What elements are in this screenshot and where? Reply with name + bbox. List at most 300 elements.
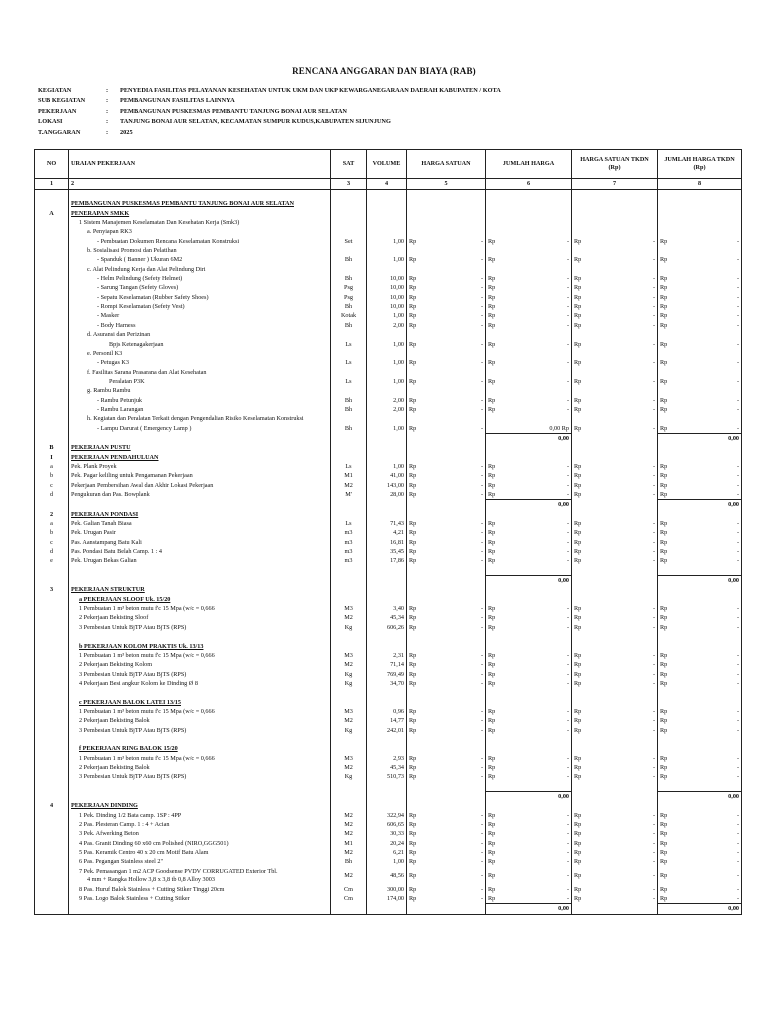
cell-jh xyxy=(486,349,572,358)
cell-hs-tkdn xyxy=(572,538,658,547)
cell-vol xyxy=(367,792,407,802)
amount-value: - xyxy=(736,707,739,715)
cell-no xyxy=(35,632,69,641)
table-row xyxy=(35,462,742,471)
cell-harga-satuan xyxy=(407,763,486,772)
amount-value: - xyxy=(736,472,739,480)
currency-label: Rp xyxy=(409,661,417,669)
table-row xyxy=(35,293,742,302)
cell-no xyxy=(35,227,69,236)
cell-vol: 10,00 xyxy=(367,293,407,302)
cell-uraian: - Rambu Larangan xyxy=(69,405,331,414)
cell-uraian: Pek. Urugan Pasir xyxy=(69,528,331,537)
cell-sat xyxy=(331,349,367,358)
cell-uraian: - Body Harness xyxy=(69,321,331,330)
cell-sat: Bh xyxy=(331,302,367,311)
cell-no xyxy=(35,894,69,904)
cell-uraian xyxy=(69,782,331,792)
cell-sat: M2 xyxy=(331,811,367,820)
cell-no xyxy=(35,820,69,829)
currency-label: Rp xyxy=(488,623,496,631)
amount-value: - xyxy=(480,763,483,771)
cell-vol xyxy=(367,688,407,697)
cell-sat: M2 xyxy=(331,763,367,772)
cell-vol: 30,33 xyxy=(367,829,407,838)
blank-row xyxy=(35,566,742,576)
cell-uraian: 1 Pembuatan 1 m³ beton mutu f'c 15 Mpa (w/c = 0,666 xyxy=(69,651,331,660)
cell-sat xyxy=(331,904,367,914)
currency-label: Rp xyxy=(488,237,496,245)
cell-no xyxy=(35,904,69,914)
amount-value: - xyxy=(566,605,569,613)
cell-jh xyxy=(486,227,572,236)
amount-value: - xyxy=(566,359,569,367)
cell-hs-tkdn xyxy=(572,302,658,311)
table-row xyxy=(35,839,742,848)
cell-harga-satuan xyxy=(407,660,486,669)
currency-label: Rp xyxy=(409,858,417,866)
cell-no xyxy=(35,670,69,679)
cell-jh-tkdn xyxy=(658,462,742,471)
table-row xyxy=(35,857,742,866)
cell-uraian: 3 Pembesian Untuk BjTP Atau BjTS (RPS) xyxy=(69,623,331,632)
cell-jumlah-harga xyxy=(486,623,572,632)
currency-label: Rp xyxy=(574,359,582,367)
amount-value: - xyxy=(480,359,483,367)
cell-vol xyxy=(367,218,407,227)
cell-harga-satuan xyxy=(407,377,486,386)
amount-value: - xyxy=(566,312,569,320)
currency-label: Rp xyxy=(409,849,417,857)
currency-label: Rp xyxy=(409,707,417,715)
amount-value: - xyxy=(736,256,739,264)
amount-value: - xyxy=(480,321,483,329)
cell-no xyxy=(35,274,69,283)
amount-value: - xyxy=(652,405,655,413)
cell-jumlah-harga xyxy=(486,528,572,537)
cell-sat: Kg xyxy=(331,772,367,781)
cell-jht xyxy=(658,595,742,604)
cell-harga-satuan xyxy=(407,547,486,556)
currency-label: Rp xyxy=(660,321,668,329)
cell-jh-tkdn xyxy=(658,894,742,904)
currency-label: Rp xyxy=(488,821,496,829)
cell-jumlah-harga xyxy=(486,660,572,669)
cell-jht xyxy=(658,735,742,744)
cell-jumlah-harga xyxy=(486,763,572,772)
cell-jh xyxy=(486,199,572,208)
currency-label: Rp xyxy=(660,707,668,715)
col-uraian: URAIAN PEKERJAAN xyxy=(69,150,331,179)
cell-jh-tkdn xyxy=(658,848,742,857)
currency-label: Rp xyxy=(574,340,582,348)
amount-value: - xyxy=(736,529,739,537)
cell-uraian: b PEKERJAAN KOLOM PRAKTIS Uk. 13/13 xyxy=(69,642,331,651)
cell-no xyxy=(35,340,69,349)
cell-harga-satuan xyxy=(407,556,486,565)
cell-hst xyxy=(572,595,658,604)
cell-hs-tkdn xyxy=(572,613,658,622)
cell-sat xyxy=(331,510,367,519)
cell-no xyxy=(35,265,69,274)
cell-jumlah-harga xyxy=(486,490,572,500)
cell-sat xyxy=(331,735,367,744)
currency-label: Rp xyxy=(409,472,417,480)
table-row xyxy=(35,519,742,528)
cell-hs-tkdn xyxy=(572,772,658,781)
cell-jht xyxy=(658,349,742,358)
cell-sat: M2 xyxy=(331,848,367,857)
cell-jht xyxy=(658,698,742,707)
cell-uraian: Pengukuran dan Pas. Bowplank xyxy=(69,490,331,500)
cell-vol xyxy=(367,246,407,255)
currency-label: Rp xyxy=(409,557,417,565)
cell-sat: M2 xyxy=(331,660,367,669)
currency-label: Rp xyxy=(660,858,668,866)
cell-jumlah-harga xyxy=(486,726,572,735)
cell-sat: Bh xyxy=(331,255,367,264)
table-row xyxy=(35,726,742,735)
currency-label: Rp xyxy=(660,830,668,838)
cell-hst xyxy=(572,443,658,452)
meta-label: PEKERJAAN xyxy=(38,107,77,115)
col-num-8: 8 xyxy=(658,179,742,190)
currency-label: Rp xyxy=(660,726,668,734)
cell-hs-tkdn xyxy=(572,547,658,556)
cell-hs-tkdn xyxy=(572,623,658,632)
cell-harga-satuan xyxy=(407,274,486,283)
cell-jh-tkdn xyxy=(658,547,742,556)
cell-hs xyxy=(407,414,486,423)
currency-label: Rp xyxy=(488,670,496,678)
cell-sat: M2 xyxy=(331,481,367,490)
cell-no xyxy=(35,782,69,792)
cell-hs xyxy=(407,199,486,208)
amount-value: - xyxy=(566,538,569,546)
currency-label: Rp xyxy=(574,821,582,829)
cell-hs xyxy=(407,349,486,358)
cell-uraian: Pek. Galian Tanah Biasa xyxy=(69,519,331,528)
table-row xyxy=(35,547,742,556)
amount-value: - xyxy=(736,839,739,847)
rab-table xyxy=(34,149,742,915)
cell-no xyxy=(35,311,69,320)
cell-jumlah-harga xyxy=(486,613,572,622)
currency-label: Rp xyxy=(488,303,496,311)
cell-hs-tkdn xyxy=(572,340,658,349)
cell-hs-tkdn xyxy=(572,293,658,302)
cell-no xyxy=(35,754,69,763)
amount-value: - xyxy=(566,520,569,528)
currency-label: Rp xyxy=(409,754,417,762)
col-jumlah-harga: JUMLAH HARGA xyxy=(486,150,572,179)
amount-value: - xyxy=(652,623,655,631)
currency-label: Rp xyxy=(574,520,582,528)
cell-jh-tkdn xyxy=(658,340,742,349)
section-row xyxy=(35,744,742,753)
cell-no xyxy=(35,829,69,838)
cell-jht xyxy=(658,199,742,208)
cell-hst xyxy=(572,209,658,218)
amount-value: - xyxy=(566,849,569,857)
meta-colon: : xyxy=(106,107,109,115)
table-row xyxy=(35,396,742,405)
cell-sat xyxy=(331,199,367,208)
currency-label: Rp xyxy=(660,359,668,367)
cell-jh-tkdn xyxy=(658,772,742,781)
cell-no xyxy=(35,679,69,688)
amount-value: - xyxy=(480,256,483,264)
currency-label: Rp xyxy=(574,529,582,537)
amount-value: - xyxy=(566,462,569,470)
amount-value: - xyxy=(652,811,655,819)
cell-jh xyxy=(486,688,572,697)
cell-no: b xyxy=(35,528,69,537)
cell-no xyxy=(35,885,69,894)
currency-label: Rp xyxy=(409,284,417,292)
cell-no xyxy=(35,283,69,292)
cell-harga-satuan xyxy=(407,538,486,547)
amount-value: - xyxy=(480,614,483,622)
cell-jh xyxy=(486,453,572,462)
currency-label: Rp xyxy=(574,293,582,301)
cell-no xyxy=(35,293,69,302)
currency-label: Rp xyxy=(409,885,417,893)
cell-harga-satuan xyxy=(407,679,486,688)
cell-jh-tkdn xyxy=(658,396,742,405)
cell-vol xyxy=(367,227,407,236)
currency-label: Rp xyxy=(660,839,668,847)
cell-jht xyxy=(658,632,742,641)
cell-jumlah-harga xyxy=(486,848,572,857)
amount-value: - xyxy=(480,661,483,669)
cell-no xyxy=(35,604,69,613)
cell-uraian xyxy=(69,688,331,697)
amount-value: - xyxy=(480,707,483,715)
cell-hs xyxy=(407,642,486,651)
amount-value: - xyxy=(480,872,483,880)
cell-hst xyxy=(572,642,658,651)
currency-label: Rp xyxy=(488,491,496,498)
cell-harga-satuan xyxy=(407,613,486,622)
cell-hs xyxy=(407,218,486,227)
table-row xyxy=(35,556,742,565)
currency-label: Rp xyxy=(574,557,582,565)
cell-sat xyxy=(331,414,367,423)
cell-uraian xyxy=(69,576,331,586)
cell-no xyxy=(35,424,69,434)
amount-value: - xyxy=(736,858,739,866)
cell-no: 2 xyxy=(35,510,69,519)
cell-jh xyxy=(486,190,572,200)
cell-vol: 48,56 xyxy=(367,867,407,885)
cell-uraian: 3 Pembesian Untuk BjTP Atau BjTS (RPS) xyxy=(69,670,331,679)
currency-label: Rp xyxy=(574,661,582,669)
cell-hs-tkdn xyxy=(572,424,658,434)
cell-jh xyxy=(486,735,572,744)
currency-label: Rp xyxy=(574,284,582,292)
amount-value: - xyxy=(566,872,569,880)
cell-hs-tkdn xyxy=(572,763,658,772)
col-volume: VOLUME xyxy=(367,150,407,179)
currency-label: Rp xyxy=(409,679,417,687)
currency-label: Rp xyxy=(660,763,668,771)
cell-jumlah-harga xyxy=(486,255,572,264)
table-row xyxy=(35,283,742,292)
table-row xyxy=(35,321,742,330)
currency-label: Rp xyxy=(574,895,582,903)
cell-hst xyxy=(572,199,658,208)
cell-uraian xyxy=(69,792,331,802)
table-row xyxy=(35,604,742,613)
cell-jumlah-harga: 0,00 xyxy=(486,433,572,443)
cell-sat: Ls xyxy=(331,340,367,349)
cell-hst xyxy=(572,744,658,753)
currency-label: Rp xyxy=(660,303,668,311)
cell-jh-tkdn xyxy=(658,839,742,848)
cell-no xyxy=(35,623,69,632)
cell-uraian: Pek. Pagar keliling untuk Pengamanan Pekerjaan xyxy=(69,471,331,480)
currency-label: Rp xyxy=(660,340,668,348)
cell-jumlah-harga xyxy=(486,481,572,490)
amount-value: - xyxy=(652,520,655,528)
amount-value: - xyxy=(566,321,569,329)
currency-label: Rp xyxy=(660,557,668,565)
cell-uraian: 6 Pas. Pegangan Stainless steel 2" xyxy=(69,857,331,866)
cell-vol: 71,14 xyxy=(367,660,407,669)
amount-value: - xyxy=(566,377,569,385)
project-info xyxy=(38,86,501,138)
table-row xyxy=(35,424,742,434)
col-hs-tkdn: HARGA SATUAN TKDN (Rp) xyxy=(572,150,658,179)
amount-value: - xyxy=(480,623,483,631)
cell-uraian: 9 Pas. Logo Balok Stainless + Cutting Stiker xyxy=(69,894,331,904)
amount-value: - xyxy=(736,651,739,659)
cell-hs xyxy=(407,735,486,744)
cell-sat xyxy=(331,782,367,792)
currency-label: Rp xyxy=(660,293,668,301)
currency-label: Rp xyxy=(574,651,582,659)
cell-harga-satuan xyxy=(407,885,486,894)
section-row xyxy=(35,585,742,594)
meta-row xyxy=(38,86,501,96)
amount-value: - xyxy=(480,293,483,301)
amount-value: - xyxy=(480,312,483,320)
cell-hs xyxy=(407,688,486,697)
cell-jh-tkdn xyxy=(658,283,742,292)
amount-value: - xyxy=(480,491,483,499)
cell-jh-tkdn xyxy=(658,528,742,537)
cell-uraian: - Lampu Darurat ( Emergency Lamp ) xyxy=(69,424,331,434)
cell-vol: 20,24 xyxy=(367,839,407,848)
col-no: NO xyxy=(35,150,69,179)
meta-value: PEMBANGUNAN PUSKESMAS PEMBANTU TANJUNG BONAI AUR SELATAN xyxy=(120,107,347,115)
cell-hst xyxy=(572,585,658,594)
amount-value: - xyxy=(480,557,483,565)
cell-uraian: 2 Pekerjaan Bekisting Balok xyxy=(69,763,331,772)
currency-label: Rp xyxy=(660,670,668,678)
amount-value: - xyxy=(736,340,739,348)
cell-sat xyxy=(331,453,367,462)
cell-jumlah-harga xyxy=(486,405,572,414)
cell-jumlah-harga xyxy=(486,707,572,716)
cell-uraian: - Helm Pelindung (Sefety Helmet) xyxy=(69,274,331,283)
cell-vol: 16,81 xyxy=(367,538,407,547)
meta-label: LOKASI xyxy=(38,118,63,126)
cell-harga-satuan xyxy=(407,490,486,500)
table-row xyxy=(35,302,742,311)
cell-hs-tkdn xyxy=(572,556,658,565)
cell-hs-tkdn xyxy=(572,481,658,490)
col-num-2: 2 xyxy=(69,179,331,190)
cell-hs xyxy=(407,576,486,586)
cell-no xyxy=(35,199,69,208)
cell-uraian: 1 Sistem Manajemen Keselamatan Dan Kesehatan Kerja (Smk3) xyxy=(69,218,331,227)
cell-hs-tkdn xyxy=(572,829,658,838)
cell-jh xyxy=(486,642,572,651)
amount-value: - xyxy=(480,651,483,659)
amount-value: - xyxy=(736,293,739,301)
cell-jh-tkdn xyxy=(658,885,742,894)
cell-vol: 17,86 xyxy=(367,556,407,565)
amount-value: - xyxy=(652,491,655,499)
amount-value: - xyxy=(652,424,655,432)
currency-label: Rp xyxy=(409,670,417,678)
amount-value: - xyxy=(652,605,655,613)
cell-uraian: a PEKERJAAN SLOOF Uk. 15/20 xyxy=(69,595,331,604)
cell-vol xyxy=(367,585,407,594)
col-num-5: 5 xyxy=(407,179,486,190)
cell-jht xyxy=(658,744,742,753)
currency-label: Rp xyxy=(660,605,668,613)
cell-no xyxy=(35,660,69,669)
amount-value: - xyxy=(566,548,569,556)
cell-sat xyxy=(331,265,367,274)
section-row xyxy=(35,209,742,218)
currency-label: Rp xyxy=(488,275,496,283)
cell-sat: Bh xyxy=(331,321,367,330)
cell-hst xyxy=(572,368,658,377)
cell-sat: M2 xyxy=(331,716,367,725)
cell-uraian: Bpjs Ketenagakerjaan xyxy=(69,340,331,349)
amount-value: - xyxy=(652,661,655,669)
cell-jh xyxy=(486,585,572,594)
cell-no: b xyxy=(35,471,69,480)
subtotal-row xyxy=(35,904,742,914)
cell-no xyxy=(35,386,69,395)
cell-sat xyxy=(331,330,367,339)
cell-uraian xyxy=(69,735,331,744)
cell-harga-satuan xyxy=(407,857,486,866)
table-row xyxy=(35,340,742,349)
cell-harga-satuan xyxy=(407,528,486,537)
cell-sat: Kg xyxy=(331,670,367,679)
cell-hs-tkdn xyxy=(572,754,658,763)
cell-no xyxy=(35,716,69,725)
cell-hs-tkdn xyxy=(572,857,658,866)
cell-uraian xyxy=(69,433,331,443)
cell-harga-satuan xyxy=(407,716,486,725)
amount-value: - xyxy=(736,538,739,546)
cell-hs-tkdn xyxy=(572,519,658,528)
cell-sat xyxy=(331,368,367,377)
amount-value: - xyxy=(566,529,569,537)
currency-label: Rp xyxy=(660,811,668,819)
table-row xyxy=(35,490,742,500)
cell-vol xyxy=(367,595,407,604)
cell-sat: M' xyxy=(331,490,367,500)
currency-label: Rp xyxy=(574,623,582,631)
